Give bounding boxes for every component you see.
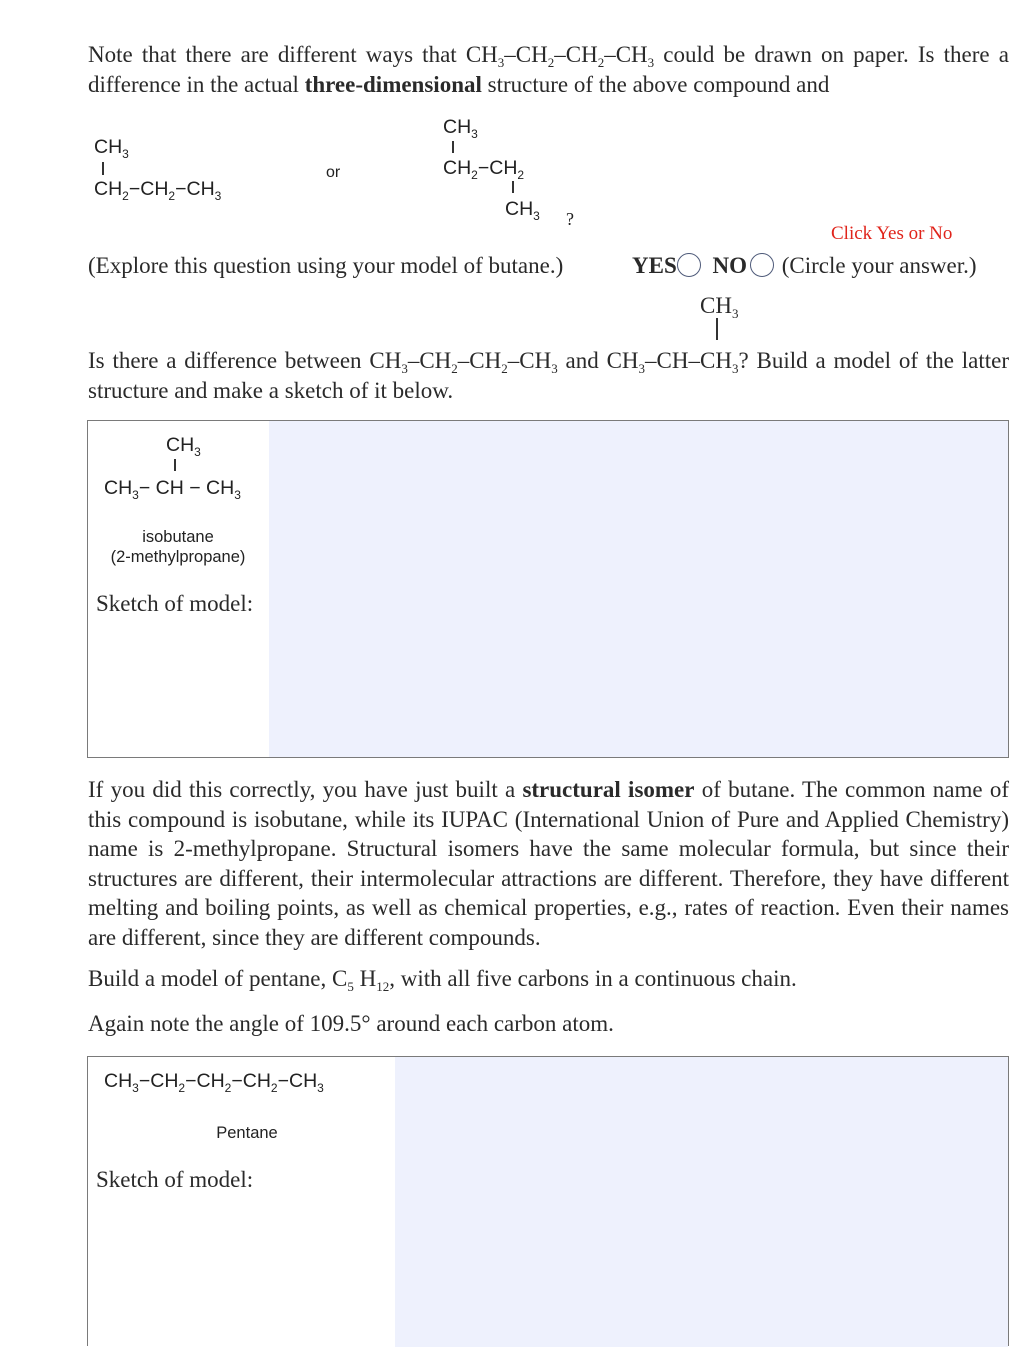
isobutane-sketch-label: Sketch of model:: [96, 591, 254, 616]
or-label: or: [326, 164, 341, 181]
q2-branch: $CH_3$: [700, 293, 739, 321]
explore-note: (Explore this question using your model of butane.): [88, 253, 564, 278]
structural-isomer-term: structural isomer: [522, 777, 695, 802]
left-structure-chain: $CH_2-CH_2-CH_3$: [94, 178, 222, 203]
right-structure-top: $CH_3$: [443, 116, 478, 141]
right-structure-mid: $CH_2-CH_2$: [443, 157, 525, 182]
q2-text-b: and CH: [557, 348, 639, 373]
circle-note: (Circle your answer.): [781, 253, 977, 278]
isobutane-box: [87, 420, 1009, 758]
pentane-sketch-label: Sketch of model:: [96, 1167, 254, 1192]
isobutane-top: $CH_3$: [166, 434, 201, 459]
explanation-paragraph: If you did this correctly, you have just built a structural isomer of butane. The common name of this compound is isobutane, while its IUPAC (International Union of Pure and Applied Chemistry) name is 2-methylpropane. Structural isomers have the same molecular formula, but since their structures are different, their intermolecular attractions are different. Therefore, they have different melting and boiling points, as well as chemical properties, e.g., rates of reaction. Even their names are different, since they are different compounds.: [88, 777, 1009, 950]
q2-paragraph: Is there a difference between $CH_3-CH_2-CH_2-CH_3$ and $CH_3-CH-CH_3$? Build a model of the latter structure and make a sketch of it below.: [88, 348, 1010, 403]
no-label: NO: [712, 253, 747, 278]
pentane-box: [87, 1056, 1009, 1346]
q2-text-a: Is there a difference between CH: [88, 348, 402, 373]
isobutane-bond: [174, 459, 176, 471]
pentane-formula: $CH_3-CH_2-CH_2-CH_2-CH_3$: [104, 1070, 324, 1095]
pentane-sketch-area[interactable]: [395, 1057, 1008, 1347]
intro-text-a: Note that there are different ways that CH: [88, 42, 498, 67]
pentane-instruction: Build a model of pentane, $C_5$ $H_{12}$, with all five carbons in a continuous chain.: [88, 966, 797, 994]
no-radio[interactable]: [750, 253, 774, 277]
yes-label: YES: [632, 253, 677, 278]
click-hint: Click Yes or No: [831, 223, 953, 244]
intro-paragraph: Note that there are different ways that $CH_3-CH_2-CH_2-CH_3$ could be drawn on paper. Is there a difference in the actual three-dimensional structure of the above compound and: [88, 42, 1009, 97]
isobutane-name: isobutane (2-methylpropane): [110, 528, 246, 566]
angle-note: Again note the angle of 109.5° around each carbon atom.: [88, 1011, 614, 1036]
right-structure-bottom: $CH_3$: [505, 198, 540, 223]
question-mark: ?: [566, 209, 574, 229]
pentane-name: Pentane: [216, 1124, 278, 1142]
isobutane-chain: $CH_3-$ CH − $CH_3$: [104, 477, 241, 502]
left-structure-top: $CH_3$: [94, 136, 129, 161]
isobutane-sketch-area[interactable]: [269, 421, 1008, 757]
intro-text-b: could be drawn on paper. Is there a difference in the actual: [88, 42, 1009, 97]
left-structure-bond: [102, 162, 104, 175]
q2-branch-bond: [716, 318, 718, 340]
intro-text-c: structure of the above compound and: [481, 71, 830, 97]
yes-radio[interactable]: [677, 253, 701, 277]
q2-text-c: ? Build a model of the latter structure and make a sketch of it below.: [88, 348, 1010, 403]
right-structure-bond-bottom: [512, 181, 514, 193]
right-structure-bond-top: [452, 141, 454, 153]
yes-no-group: [632, 253, 977, 279]
intro-bold: three-dimensional: [304, 71, 482, 97]
